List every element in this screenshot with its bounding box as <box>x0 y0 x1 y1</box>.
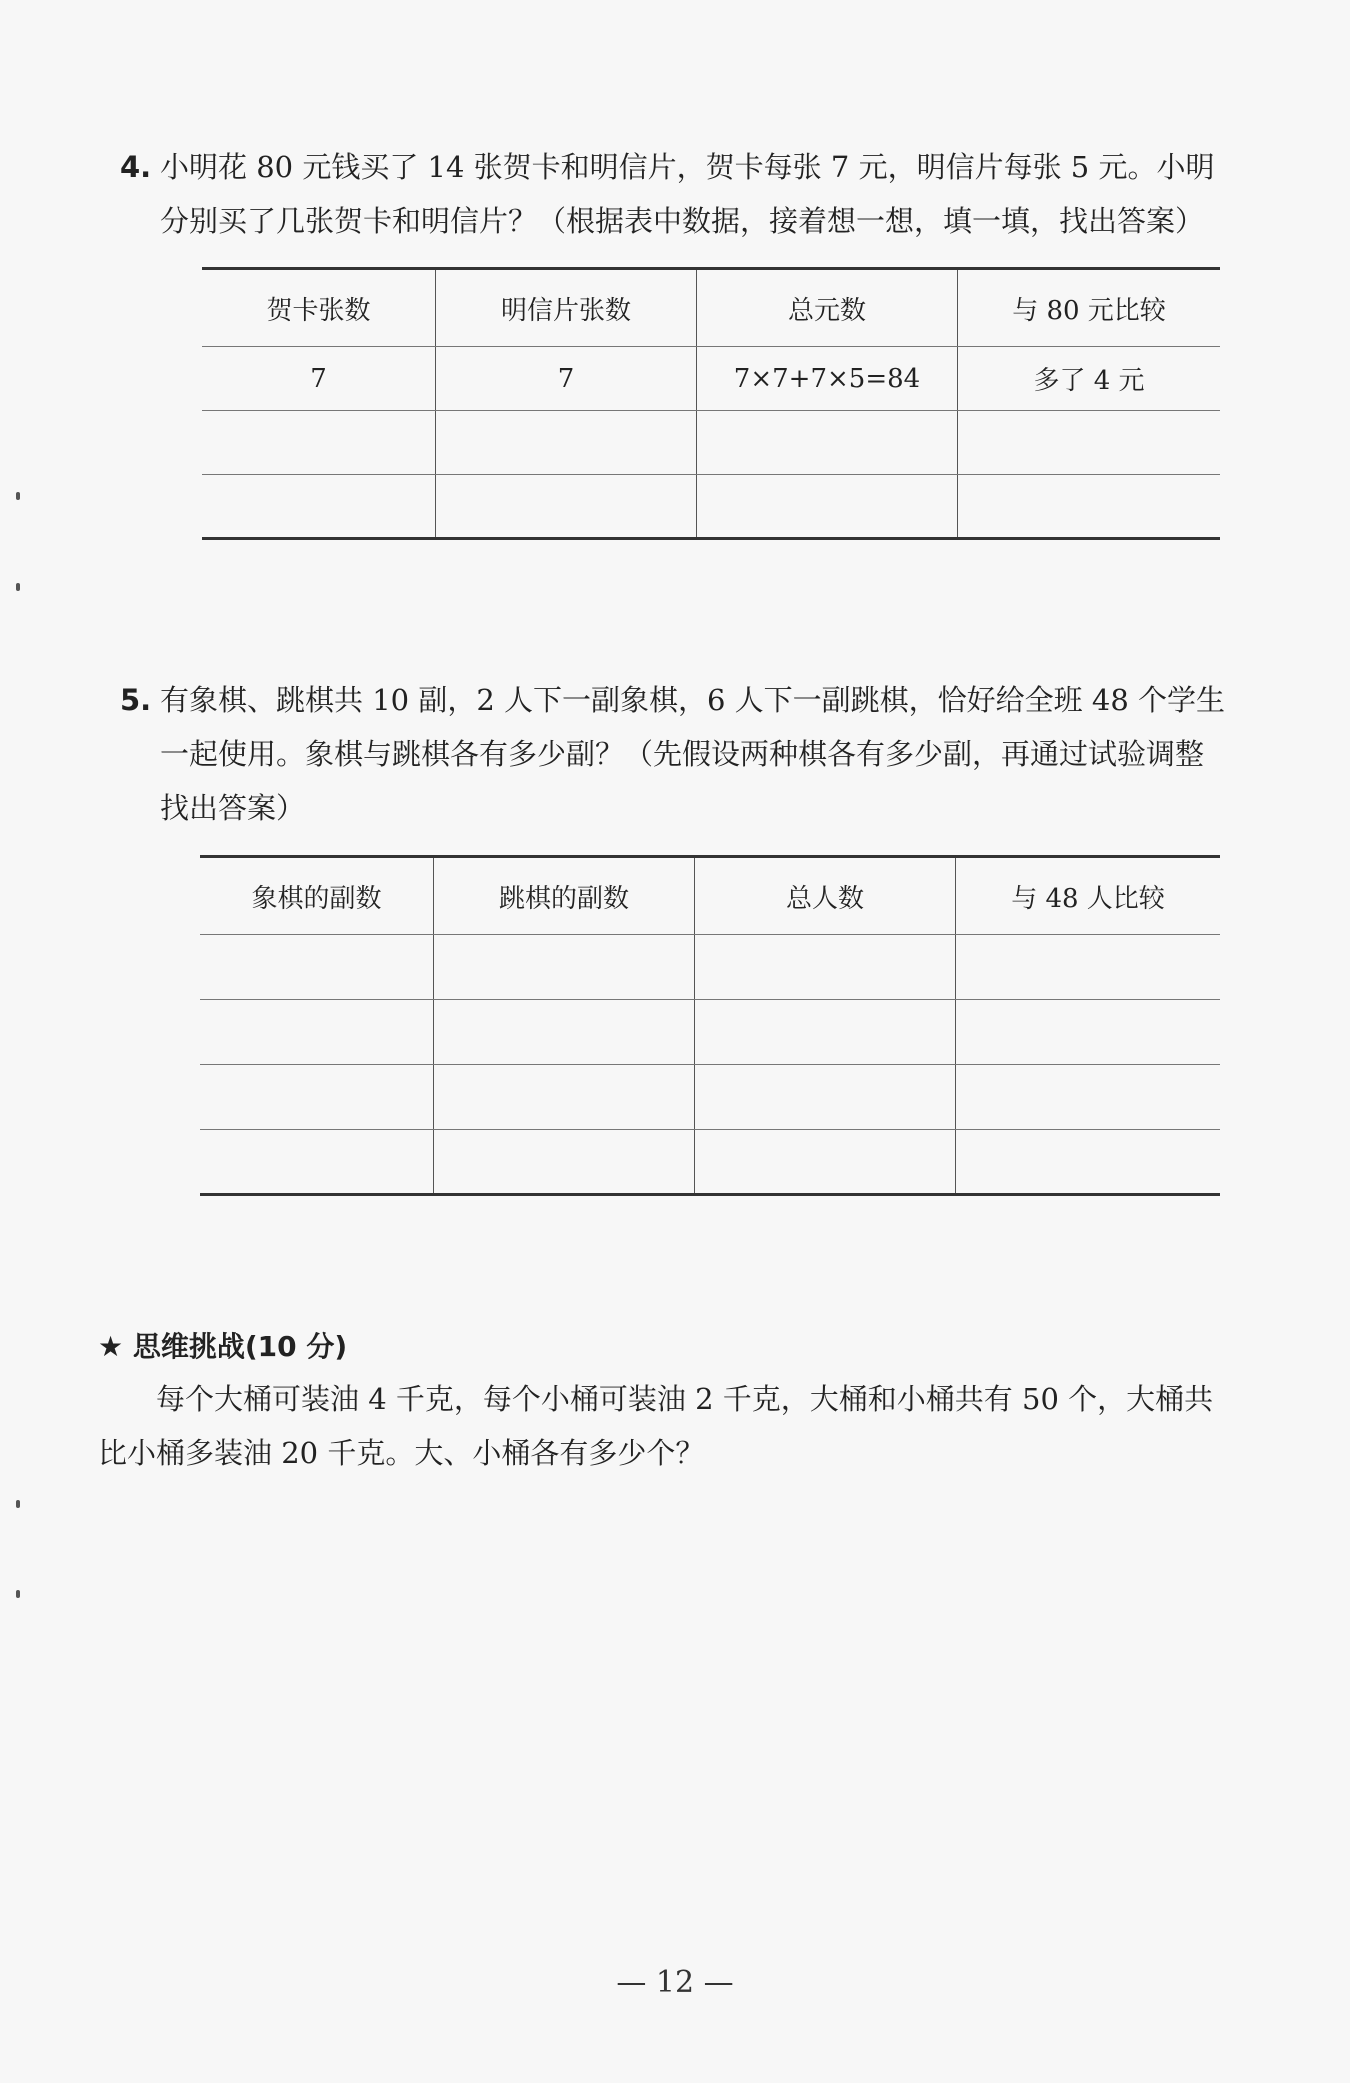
problem-text: 有象棋、跳棋共 10 副，2 人下一副象棋，6 人下一副跳棋，恰好给全班 48 个学生一起使用。象棋与跳棋各有多少副？（先假设两种棋各有多少副，再通过试验调整找出答案） <box>160 683 1226 825</box>
table-row <box>200 1130 1220 1195</box>
table-cell[interactable] <box>434 1065 695 1130</box>
table-row <box>202 411 1220 475</box>
problem-5-table <box>200 855 1220 1196</box>
table-cell[interactable] <box>434 1130 695 1195</box>
problem-4-table <box>202 267 1220 540</box>
table-cell[interactable] <box>695 935 956 1000</box>
table-cell[interactable] <box>956 1130 1221 1195</box>
table-cell[interactable] <box>434 1000 695 1065</box>
page-number: — 12 — <box>616 1965 734 2000</box>
table-cell[interactable] <box>434 935 695 1000</box>
table-header: 明信片张数 <box>436 269 697 347</box>
table-cell[interactable] <box>697 411 958 475</box>
table-cell[interactable] <box>695 1130 956 1195</box>
table-cell[interactable]: 7 <box>202 347 436 411</box>
table-cell[interactable] <box>202 475 436 539</box>
scan-mark <box>16 1590 20 1598</box>
table-header: 总元数 <box>697 269 958 347</box>
table-cell[interactable] <box>202 411 436 475</box>
table-cell[interactable] <box>436 411 697 475</box>
challenge-text: 每个大桶可装油 4 千克，每个小桶可装油 2 千克，大桶和小桶共有 50 个，大桶共比小桶多装油 20 千克。大、小桶各有多少个？ <box>98 1382 1214 1470</box>
table-cell[interactable] <box>956 1065 1221 1130</box>
table-cell[interactable] <box>958 411 1221 475</box>
scan-mark <box>16 492 20 500</box>
table-cell[interactable] <box>956 935 1221 1000</box>
table-cell[interactable] <box>695 1065 956 1130</box>
table-cell[interactable] <box>958 475 1221 539</box>
problem-number: 5. <box>120 683 152 717</box>
table-cell[interactable]: 多了 4 元 <box>958 347 1221 411</box>
table-header: 象棋的副数 <box>200 857 434 935</box>
table-header: 与 48 人比较 <box>956 857 1221 935</box>
table-cell[interactable]: 7×7+7×5=84 <box>697 347 958 411</box>
scan-mark <box>16 1500 20 1508</box>
table-row <box>200 935 1220 1000</box>
table-row <box>202 347 1220 411</box>
challenge-title: ★ 思维挑战(10 分) <box>98 1330 348 1363</box>
problem-5 <box>120 673 1230 835</box>
table-header: 与 80 元比较 <box>958 269 1221 347</box>
table-cell[interactable]: 7 <box>436 347 697 411</box>
table-cell[interactable] <box>956 1000 1221 1065</box>
table-cell[interactable] <box>200 935 434 1000</box>
problem-4 <box>120 140 1230 248</box>
table-cell[interactable] <box>200 1000 434 1065</box>
table-row <box>202 475 1220 539</box>
table-row <box>200 1000 1220 1065</box>
table-header: 跳棋的副数 <box>434 857 695 935</box>
problem-number: 4. <box>120 150 152 184</box>
table-header: 贺卡张数 <box>202 269 436 347</box>
problem-text: 小明花 80 元钱买了 14 张贺卡和明信片，贺卡每张 7 元，明信片每张 5 元。小明分别买了几张贺卡和明信片？（根据表中数据，接着想一想，填一填，找出答案） <box>160 150 1215 238</box>
table-cell[interactable] <box>200 1130 434 1195</box>
table-cell[interactable] <box>436 475 697 539</box>
table-cell[interactable] <box>697 475 958 539</box>
table-cell[interactable] <box>200 1065 434 1130</box>
table-header: 总人数 <box>695 857 956 935</box>
scan-mark <box>16 583 20 591</box>
table-cell[interactable] <box>695 1000 956 1065</box>
table-row <box>200 1065 1220 1130</box>
